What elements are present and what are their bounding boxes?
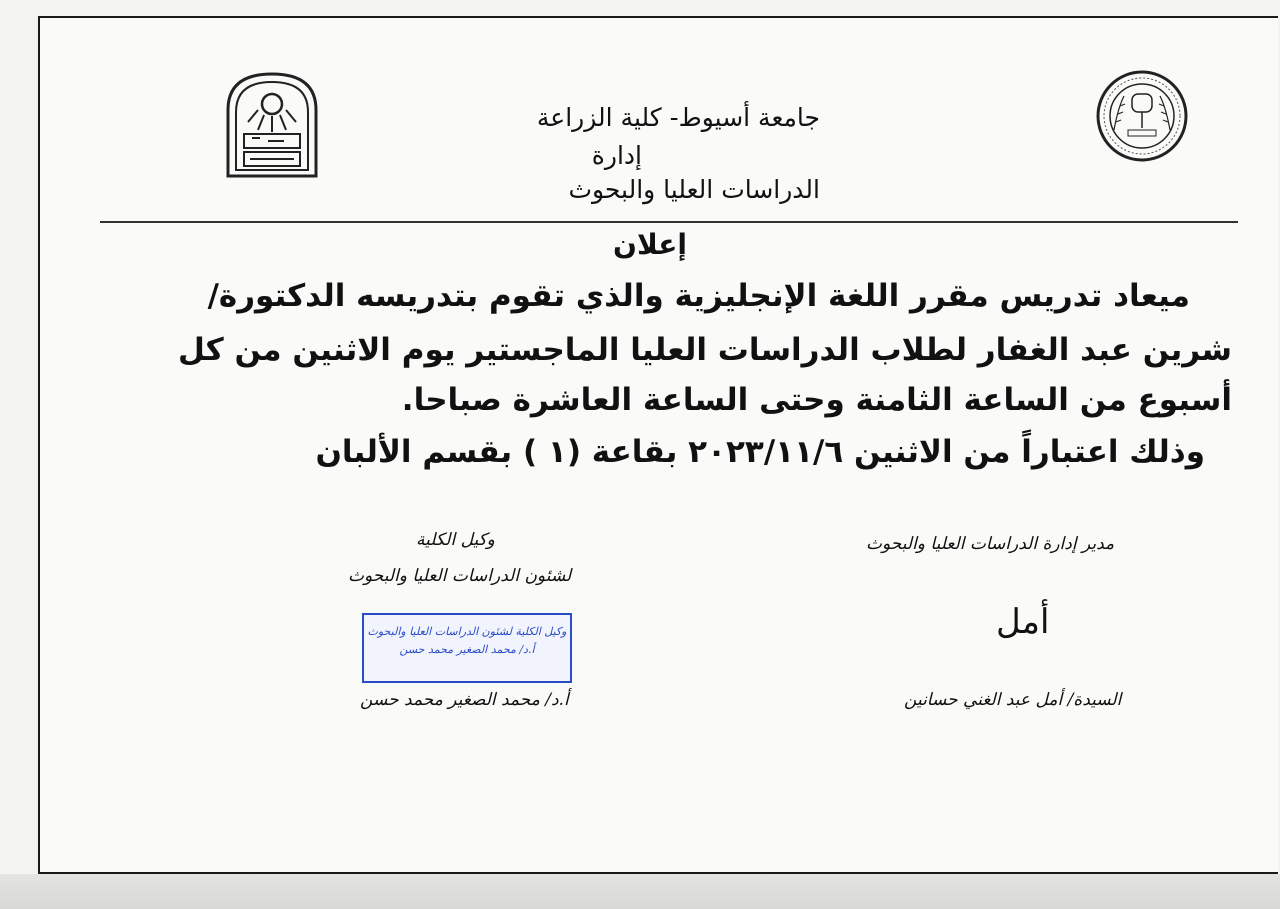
vice-dean-name: أ.د/ محمد الصغير محمد حسن [360,690,569,710]
director-title: مدير إدارة الدراسات العليا والبحوث [866,534,1115,554]
header-divider [100,221,1238,223]
header-university: جامعة أسيوط- كلية الزراعة [536,103,820,132]
header-department: الدراسات العليا والبحوث [568,175,820,204]
announcement-line-2: شرين عبد الغفار لطلاب الدراسات العليا الماجستير يوم الاثنين من كل [178,332,1232,368]
announcement-line-1: ميعاد تدريس مقرر اللغة الإنجليزية والذي تقوم بتدريسه الدكتورة/ [207,278,1190,314]
stamp-line-2: أ.د/ محمد الصغير محمد حسن [399,643,535,656]
vice-dean-title: وكيل الكلية [416,530,495,550]
announcement-line-4: وذلك اعتباراً من الاثنين ٢٠٢٣/١١/٦ بقاعة (١ ) بقسم الألبان [315,434,1205,470]
page-shadow [0,874,1280,909]
header-administration: إدارة [591,141,642,170]
director-handwritten-signature: أمل [996,602,1050,642]
stamp-line-1: وكيل الكلية لشئون الدراسات العليا والبحوث [367,625,567,638]
faculty-seal-icon [1088,68,1196,164]
announcement-title: إعلان [613,228,687,261]
vice-dean-subtitle: لشئون الدراسات العليا والبحوث [348,566,572,586]
announcement-line-3: أسبوع من الساعة الثامنة وحتى الساعة العاشرة صباحا. [401,382,1232,418]
director-name: السيدة/ أمل عبد الغني حسانين [904,690,1122,710]
university-logo-icon [224,70,320,178]
official-stamp [362,613,572,683]
